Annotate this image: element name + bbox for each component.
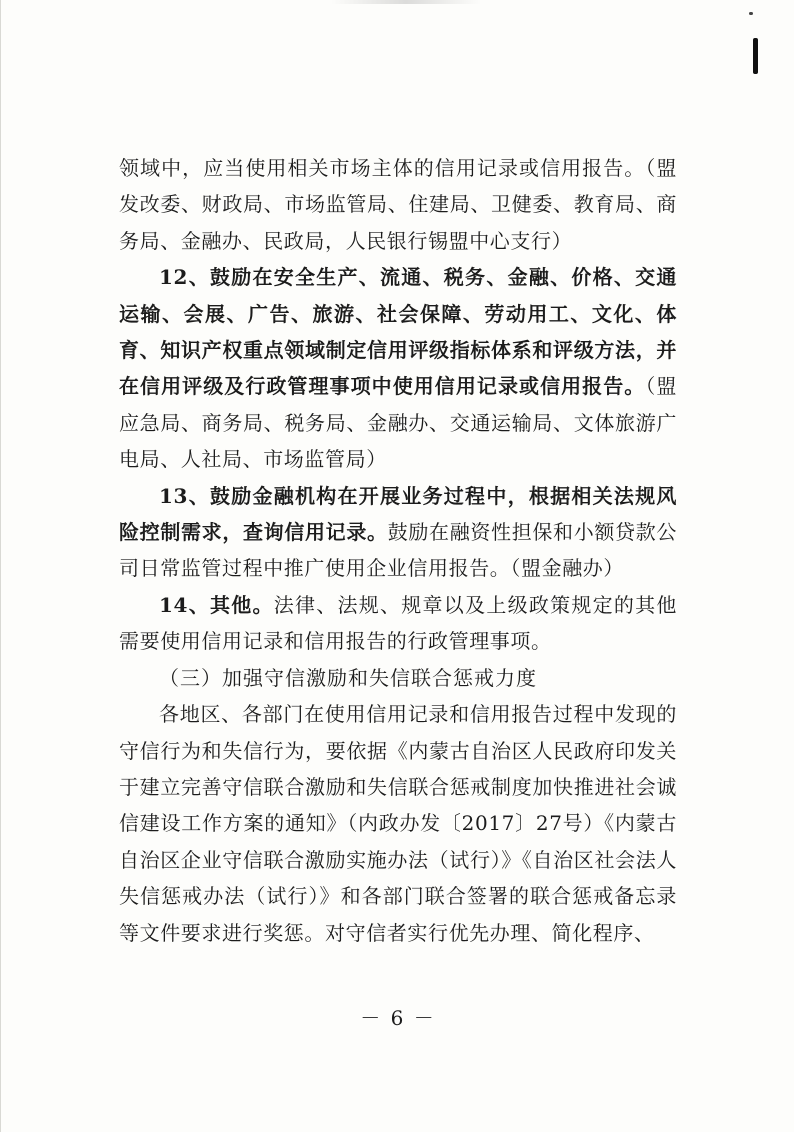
item-13-bold-text: 13、鼓励金融机构在开展业务过程中，根据相关法规风险控制需求，查询信用记录。 [119,483,677,545]
paragraph-item-14 [119,587,677,660]
paragraph-rewards-punishments: 各地区、各部门在使用信用记录和信用报告过程中发现的守信行为和失信行为，要依据《内蒙古自治区人民政府印发关于建立完善守信联合激励和失信联合惩戒制度加快推进社会诚信建设工作方案的通知》（内政办发〔2017〕27号）《内蒙古自治区企业守信联合激励实施办法（试行）》《自治区社会法人失信惩戒办法（试行）》和各部门联合签署的联合惩戒备忘录等文件要求进行奖惩。对守信者实行优先办理、简化程序、 [119,702,677,945]
scan-artifact-top [331,0,481,4]
item-12-responsible-units: （盟应急局、商务局、税务局、金融办、交通运输局、文体旅游广电局、人社局、市场监管局） [119,374,677,472]
paragraph-item-12 [119,259,677,477]
page-number: － 6 － [360,1006,436,1030]
scan-artifact-dot [749,12,753,15]
body-text [119,150,677,951]
scan-artifact-margin-mark [753,38,758,74]
item-14-bold-text: 14、其他。 [159,592,274,617]
item-13-normal-text: 鼓励在融资性担保和小额贷款公司日常监管过程中推广使用企业信用报告。（盟金融办） [119,520,677,581]
item-14-normal-text: 法律、法规、规章以及上级政策规定的其他需要使用信用记录和信用报告的行政管理事项。 [119,592,677,654]
paragraph-continued: 领域中，应当使用相关市场主体的信用记录或信用报告。（盟发改委、财政局、市场监管局、住建局、卫健委、教育局、商务局、金融办、民政局，人民银行锡盟中心支行） [119,156,677,253]
item-12-bold-text: 12、鼓励在安全生产、流通、税务、金融、价格、交通运输、会展、广告、旅游、社会保障、劳动用工、文化、体育、知识产权重点领域制定信用评级指标体系和评级方法，并在信用评级及行政管理事项中使用信用记录或信用报告。 [119,265,677,399]
paragraph-item-13 [119,478,677,587]
section-heading-3: （三）加强守信激励和失信联合惩戒力度 [159,665,537,690]
